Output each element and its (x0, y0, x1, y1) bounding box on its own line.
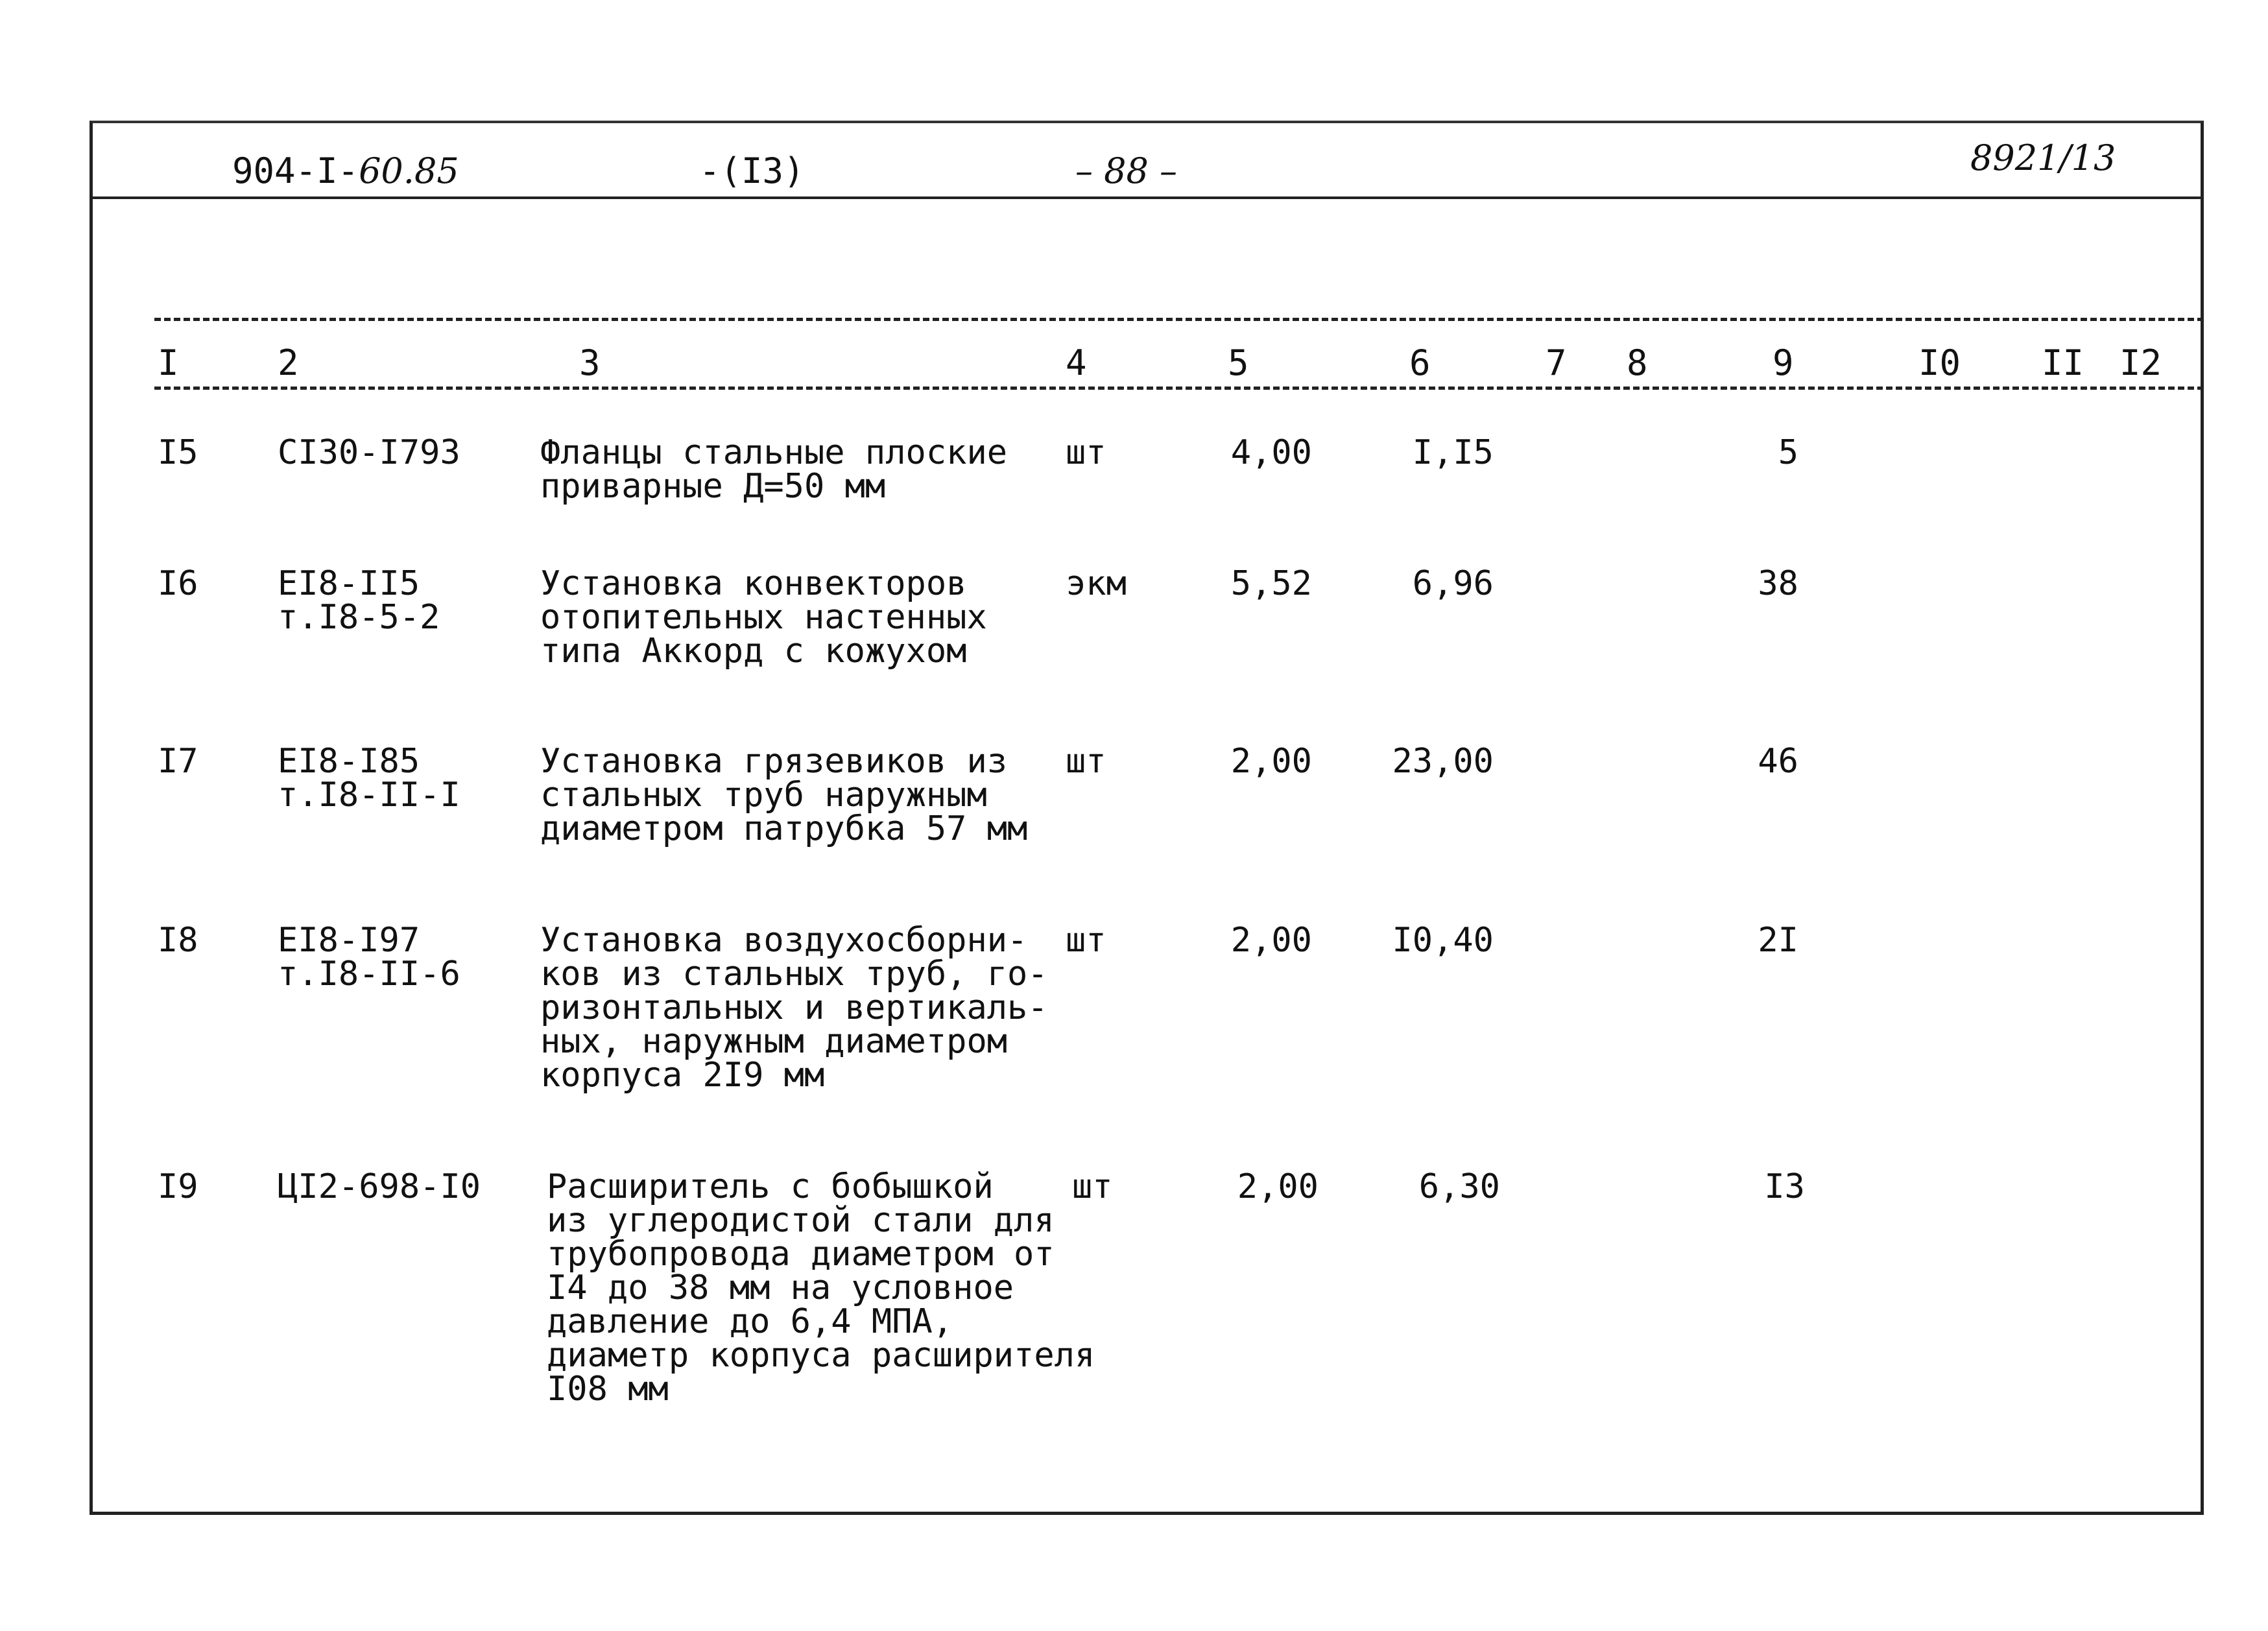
column-number: II (2042, 342, 2084, 383)
sheet-number: 8921/13 (1970, 137, 2116, 178)
unit-price: 6,30 (1418, 1167, 1500, 1206)
column-number: I (158, 342, 179, 383)
unit: шт (1066, 742, 1106, 781)
quantity: 5,52 (1230, 564, 1312, 603)
work-description: Расширитель с бобышкой из углеродистой стали для трубопровода диаметром от I4 до 38 мм на условное давление до 6,4 МПА, диаметр корпуса расширителя I08 мм (547, 1167, 1095, 1409)
quantity: 2,00 (1237, 1167, 1319, 1206)
unit: шт (1072, 1167, 1113, 1206)
quantity: 4,00 (1230, 433, 1312, 472)
total-cost: I3 (1764, 1167, 1805, 1206)
section-number: -(I3) (699, 150, 805, 191)
table-header-dashed-rule (154, 387, 2204, 390)
total-cost: 46 (1758, 742, 1798, 781)
quantity: 2,00 (1230, 742, 1312, 781)
work-description: Установка грязевиков из стальных труб наружным диаметром патрубка 57 мм (540, 742, 1028, 848)
document-code (232, 150, 459, 191)
row-number: I7 (158, 742, 198, 781)
resource-code: EI8-I97 т.I8-II-6 (278, 921, 460, 994)
total-cost: 38 (1758, 564, 1798, 603)
total-cost: 5 (1778, 433, 1798, 472)
column-number: 5 (1228, 342, 1249, 383)
table-top-dashed-rule (154, 318, 2204, 321)
column-number: 2 (278, 342, 299, 383)
column-number: 6 (1409, 342, 1431, 383)
work-description: Установка конвекторов отопительных настенных типа Аккорд с кожухом (540, 564, 987, 671)
work-description: Фланцы стальные плоские приварные Д=50 мм (540, 433, 1008, 506)
unit: шт (1066, 433, 1106, 472)
work-description: Установка воздухосборни- ков из стальных труб, го- ризонтальных и вертикаль- ных, наружным диаметром корпуса 2I9 мм (540, 921, 1048, 1095)
unit-price: I0,40 (1392, 921, 1494, 960)
unit-price: 6,96 (1412, 564, 1494, 603)
document-code-print: 904-I- (232, 150, 359, 191)
unit: шт (1066, 921, 1106, 960)
unit-price: 23,00 (1392, 742, 1494, 781)
row-number: I9 (158, 1167, 198, 1206)
row-number: I5 (158, 433, 198, 472)
resource-code: ЦI2-698-I0 (278, 1167, 481, 1206)
page-number: – 88 – (1075, 150, 1178, 191)
header-rule (93, 196, 2201, 199)
column-number: I2 (2119, 342, 2162, 383)
resource-code: CI30-I793 (278, 433, 460, 472)
document-code-handwritten: 60.85 (359, 150, 459, 191)
unit: экм (1066, 564, 1127, 603)
resource-code: EI8-II5 т.I8-5-2 (278, 564, 440, 637)
page-frame (90, 121, 2204, 1515)
column-number: 9 (1773, 342, 1794, 383)
column-number: 4 (1066, 342, 1087, 383)
column-number: I0 (1918, 342, 1961, 383)
column-number: 8 (1627, 342, 1648, 383)
quantity: 2,00 (1230, 921, 1312, 960)
column-number: 3 (579, 342, 601, 383)
total-cost: 2I (1758, 921, 1798, 960)
row-number: I8 (158, 921, 198, 960)
column-number: 7 (1546, 342, 1567, 383)
row-number: I6 (158, 564, 198, 603)
resource-code: EI8-I85 т.I8-II-I (278, 742, 460, 815)
unit-price: I,I5 (1412, 433, 1494, 472)
